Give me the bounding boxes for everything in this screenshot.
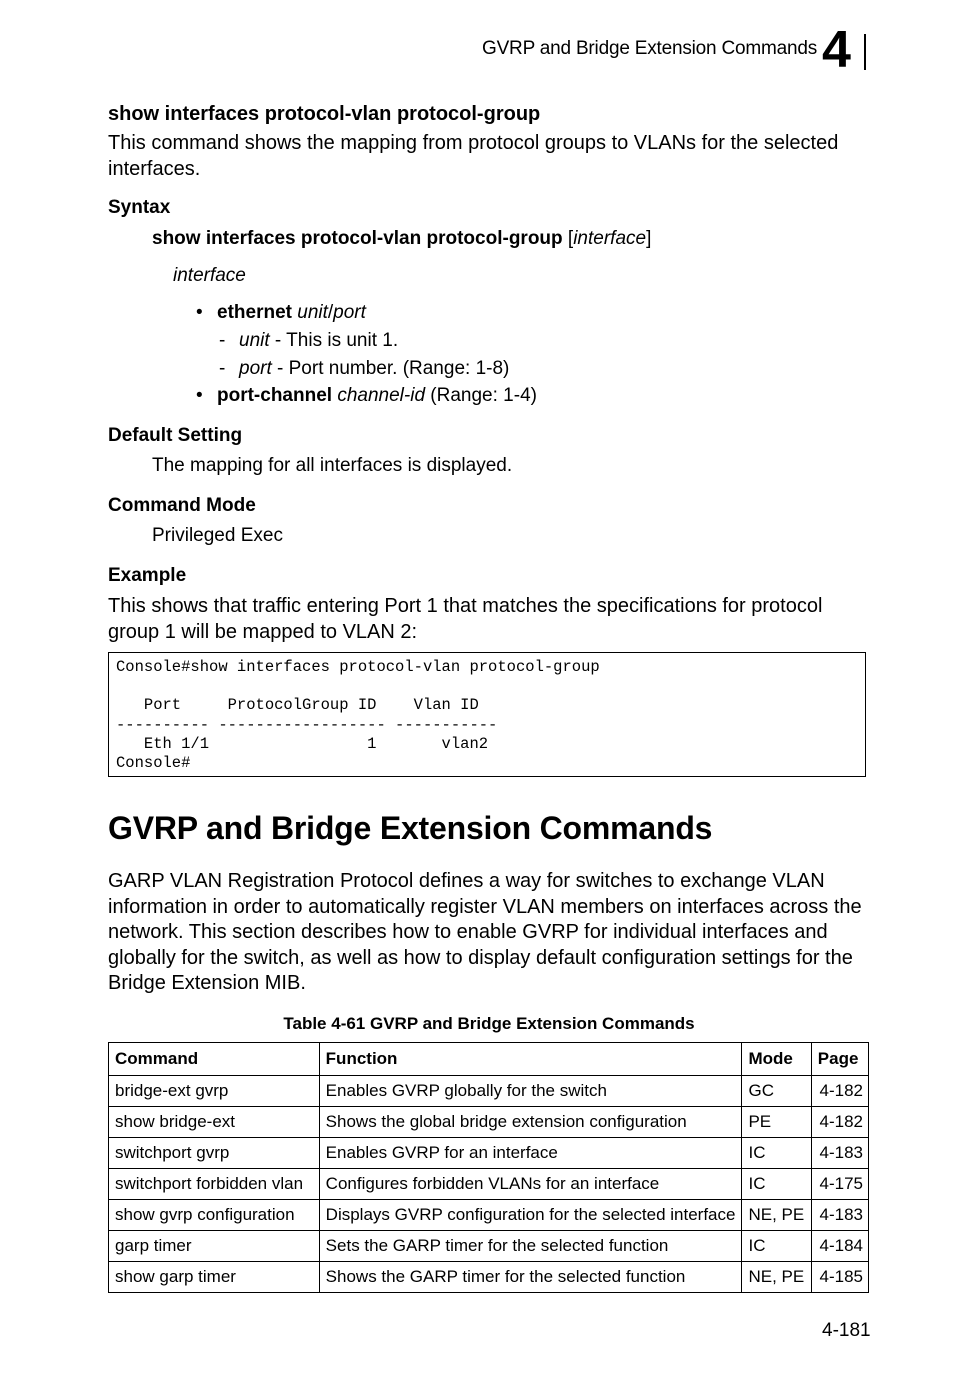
cell-page: 4-182 [811,1107,868,1138]
syntax-line [152,228,651,250]
bullet-arg: channel-id [337,385,426,406]
bullet-port-channel [196,385,537,407]
cell-command: show bridge-ext [109,1107,320,1138]
chapter-divider [864,34,866,70]
table-row [109,1231,869,1262]
cell-function: Displays GVRP configuration for the selected interface [319,1200,742,1231]
syntax-command: show interfaces protocol-vlan protocol-group [152,228,563,249]
cell-function: Shows the GARP timer for the selected function [319,1262,742,1293]
default-setting-text: The mapping for all interfaces is displayed. [152,455,513,476]
default-setting-heading: Default Setting [108,425,243,446]
cell-function: Configures forbidden VLANs for an interface [319,1169,742,1200]
cell-page: 4-183 [811,1200,868,1231]
cell-mode: IC [742,1169,811,1200]
syntax-heading: Syntax [108,197,171,218]
bullet-arg: unit [297,302,328,323]
chapter-number: 4 [822,21,851,79]
cell-mode: NE, PE [742,1200,811,1231]
param-label: interface [173,265,246,286]
bullet-dot: • [196,385,203,406]
section-intro: GARP VLAN Registration Protocol defines a way for switches to exchange VLAN information in order to automatically register VLAN members on interfaces across the network. This section describes how to enable GVRP for individual interfaces and globally for the switch, as well as how to display default configuration settings for the Bridge Extension MIB. [108,870,862,994]
code-example: Console#show interfaces protocol-vlan protocol-group Port ProtocolGroup ID Vlan ID ---------- ------------------ ----------- Eth 1/1 1 vlan2 Console# [116,658,600,773]
cell-page: 4-182 [811,1076,868,1107]
table-header-row [109,1043,869,1076]
header-command: Command [109,1043,320,1076]
cell-mode: IC [742,1231,811,1262]
syntax-param: interface [573,228,647,249]
example-heading: Example [108,565,187,586]
cell-command: bridge-ext gvrp [109,1076,320,1107]
example-description: This shows that traffic entering Port 1 that matches the specifications for protocol group 1 will be mapped to VLAN 2: [108,595,823,643]
sub-item-term: unit [239,330,270,351]
cell-command: switchport gvrp [109,1138,320,1169]
cell-page: 4-183 [811,1138,868,1169]
table-row [109,1138,869,1169]
cell-function: Enables GVRP for an interface [319,1138,742,1169]
dash-marker: - [219,358,226,379]
bullet-keyword: port-channel [217,385,333,406]
dash-marker: - [219,330,226,351]
cell-mode: PE [742,1107,811,1138]
cell-function: Shows the global bridge extension configuration [319,1107,742,1138]
table-caption: Table 4-61 GVRP and Bridge Extension Commands [283,1014,695,1033]
syntax-bracket-open: [ [567,228,574,249]
cell-command: show gvrp configuration [109,1200,320,1231]
cell-command: switchport forbidden vlan [109,1169,320,1200]
table-row [109,1169,869,1200]
cell-function: Sets the GARP timer for the selected function [319,1231,742,1262]
command-mode-text: Privileged Exec [152,525,283,546]
cell-page: 4-175 [811,1169,868,1200]
bullet-keyword: ethernet [217,302,292,323]
code-example-box [108,652,866,777]
cell-command: show garp timer [109,1262,320,1293]
syntax-bracket-close: ] [646,228,652,249]
bullet-arg: port [333,302,366,323]
table-row [109,1107,869,1138]
table-row [109,1200,869,1231]
sub-item-desc: - This is unit 1. [274,330,399,351]
sub-item-desc: - Port number. (Range: 1-8) [277,358,510,379]
bullet-dot: • [196,302,203,323]
sub-item-term: port [239,358,272,379]
cell-mode: NE, PE [742,1262,811,1293]
table-row [109,1262,869,1293]
command-description: This command shows the mapping from protocol groups to VLANs for the selected interfaces. [108,132,839,180]
commands-table [108,1042,869,1293]
bullet-ethernet [196,302,366,324]
section-title: GVRP and Bridge Extension Commands [108,810,713,846]
cell-command: garp timer [109,1231,320,1262]
table-row [109,1076,869,1107]
header-mode: Mode [742,1043,811,1076]
header-page: Page [811,1043,868,1076]
cell-mode: GC [742,1076,811,1107]
cell-page: 4-185 [811,1262,868,1293]
sub-item-unit [219,330,398,352]
cell-page: 4-184 [811,1231,868,1262]
command-heading: show interfaces protocol-vlan protocol-group [108,103,541,125]
cell-mode: IC [742,1138,811,1169]
bullet-range: (Range: 1-4) [430,385,537,406]
cell-function: Enables GVRP globally for the switch [319,1076,742,1107]
command-mode-heading: Command Mode [108,495,256,516]
bullet-sep: / [327,302,334,323]
sub-item-port [219,358,509,380]
running-header-title: GVRP and Bridge Extension Commands [482,38,818,59]
header-function: Function [319,1043,742,1076]
page-number: 4-181 [822,1320,871,1341]
